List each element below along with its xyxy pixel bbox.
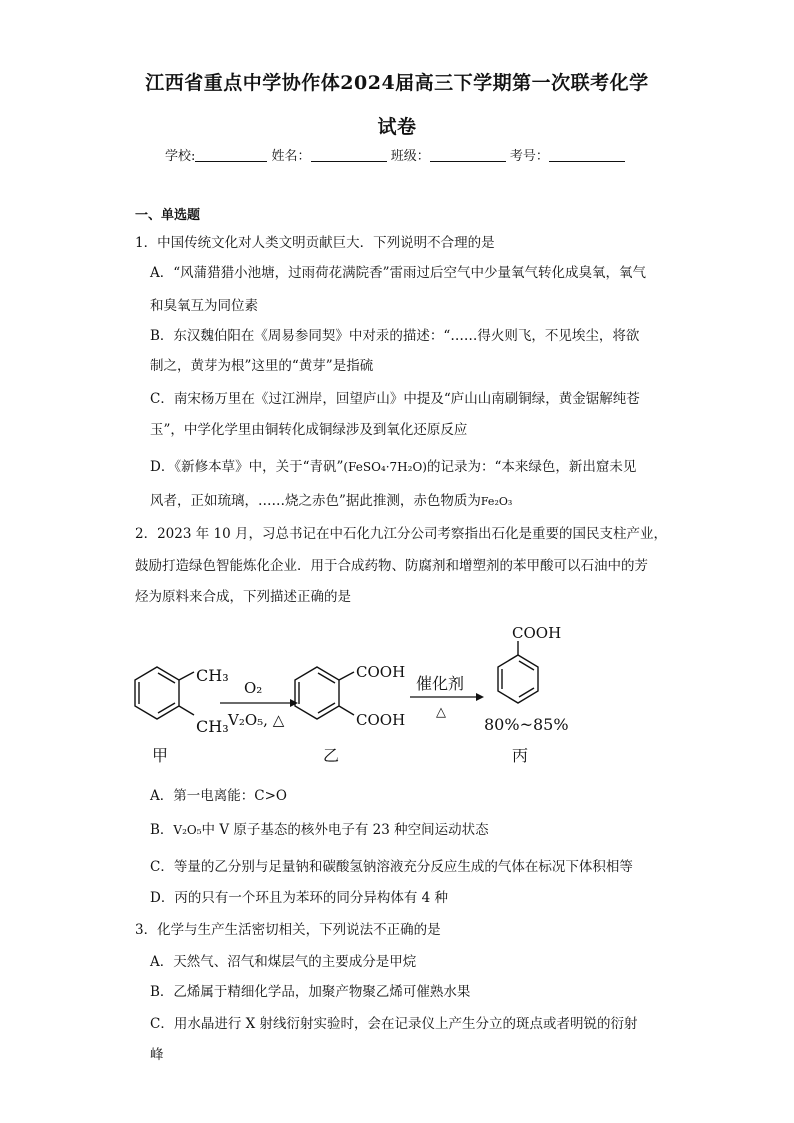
question-1-option-d-line1 [150, 458, 636, 476]
option-d-text-post: 的记录为：“本来绿色，新出窟未见 [426, 459, 637, 475]
question-2-option-a: A．第一电离能：C>O [150, 788, 287, 804]
question-1-option-c-line2: 玉”，中学化学里由铜转化成铜绿涉及到氧化还原反应 [150, 422, 468, 438]
compound-label-jia: 甲 [152, 746, 169, 765]
question-2-stem-line1: 2．2023 年 10 月，习总书记在中石化九江分公司考察指出石化是重要的国民支柱产业， [135, 526, 667, 542]
question-2-option-c: C．等量的乙分别与足量钠和碳酸氢钠溶液充分反应生成的气体在标况下体积相等 [150, 859, 633, 875]
class-label: 班级： [390, 149, 430, 164]
question-2-stem-line3: 烃为原料来合成，下列描述正确的是 [135, 589, 351, 605]
question-1-stem: 1．中国传统文化对人类文明贡献巨大．下列说明不合理的是 [135, 235, 495, 251]
benzoic-acid-ring [498, 641, 538, 703]
class-blank[interactable] [430, 147, 506, 162]
exam-title-line1: 江西省重点中学协作体2024届高三下学期第一次联考化学 [145, 72, 649, 94]
school-blank[interactable] [195, 147, 267, 162]
iron-oxide-formula: Fe₂O₃ [480, 495, 513, 508]
question-1-option-b-line2: 制之，黄芽为根”这里的“黄芽”是指硫 [150, 358, 374, 374]
yield-label: 80%~85% [484, 715, 569, 734]
carboxyl-product-label: COOH [512, 624, 562, 642]
question-3-option-c-line1: C．用水晶进行 X 射线衍射实验时，会在记录仪上产生分立的斑点或者明锐的衍射 [150, 1016, 638, 1032]
carboxyl-top-label: COOH [356, 663, 406, 681]
arrow-head-1 [290, 699, 298, 707]
question-3-stem: 3．化学与生产生活密切相关，下列说法不正确的是 [135, 922, 441, 938]
question-1-option-d-line2 [150, 492, 512, 511]
carboxyl-bottom-label: COOH [356, 711, 406, 729]
methyl-top-label: CH₃ [196, 666, 229, 685]
name-blank[interactable] [311, 147, 387, 162]
reaction-scheme [120, 615, 600, 775]
question-2-option-b [150, 821, 489, 839]
section-heading: 一、单选题 [135, 208, 201, 223]
reagent-heat: △ [436, 705, 446, 720]
option-b-prefix: B． [150, 822, 174, 838]
option-d-text-line2: 风者，正如琉璃，……烧之赤色”据此推测，赤色物质为 [150, 493, 481, 509]
number-label: 考号： [509, 149, 549, 164]
question-2-stem-line2: 鼓励打造绿色智能炼化企业．用于合成药物、防腐剂和增塑剂的苯甲酸可以石油中的芳 [135, 558, 648, 574]
question-3-option-b: B．乙烯属于精细化学品，加聚产物聚乙烯可催熟水果 [150, 984, 471, 1000]
question-1-option-b-line1: B．东汉魏伯阳在《周易参同契》中对汞的描述：“……得火则飞，不见埃尘，将欲 [150, 328, 640, 344]
reagent-oxygen: O₂ [244, 679, 263, 697]
question-1-option-a-line1: A．“风蒲猎猎小池塘，过雨荷花满院香”雷雨过后空气中少量氧气转化成臭氧，氧气 [150, 265, 647, 281]
school-label: 学校: [165, 149, 196, 164]
compound-label-yi: 乙 [323, 746, 340, 765]
question-3-option-c-line2: 峰 [150, 1047, 164, 1063]
question-2-option-d: D．丙的只有一个环且为苯环的同分异构体有 4 种 [150, 890, 448, 906]
reagent-catalyst: 催化剂 [416, 674, 465, 693]
compound-label-bing: 丙 [512, 746, 529, 765]
name-label: 姓名： [271, 149, 311, 164]
question-1-option-a-line2: 和臭氧互为同位素 [150, 298, 258, 314]
option-b-text: 中 V 原子基态的核外电子有 23 种空间运动状态 [201, 822, 489, 838]
question-3-option-a: A．天然气、沼气和煤层气的主要成分是甲烷 [150, 954, 417, 970]
option-d-text-pre: D．《新修本草》中，关于“青矾” [150, 459, 344, 475]
number-blank[interactable] [549, 147, 625, 162]
o-xylene-ring [135, 667, 194, 719]
exam-title-line2: 试卷 [377, 116, 417, 138]
methyl-bottom-label: CH₃ [196, 717, 229, 736]
arrow-head-2 [476, 693, 484, 701]
green-vitriol-formula: (FeSO₄·7H₂O) [343, 460, 427, 474]
vanadium-pentoxide-formula: V₂O₅ [173, 823, 202, 837]
question-1-option-c-line1: C．南宋杨万里在《过江洲岸，回望庐山》中提及“庐山山南刷铜绿，黄金锯解纯苍 [150, 391, 640, 407]
student-info-row [165, 145, 625, 164]
reagent-vanadium-oxide: V₂O₅, △ [228, 711, 285, 729]
phthalic-acid-ring [295, 667, 354, 719]
